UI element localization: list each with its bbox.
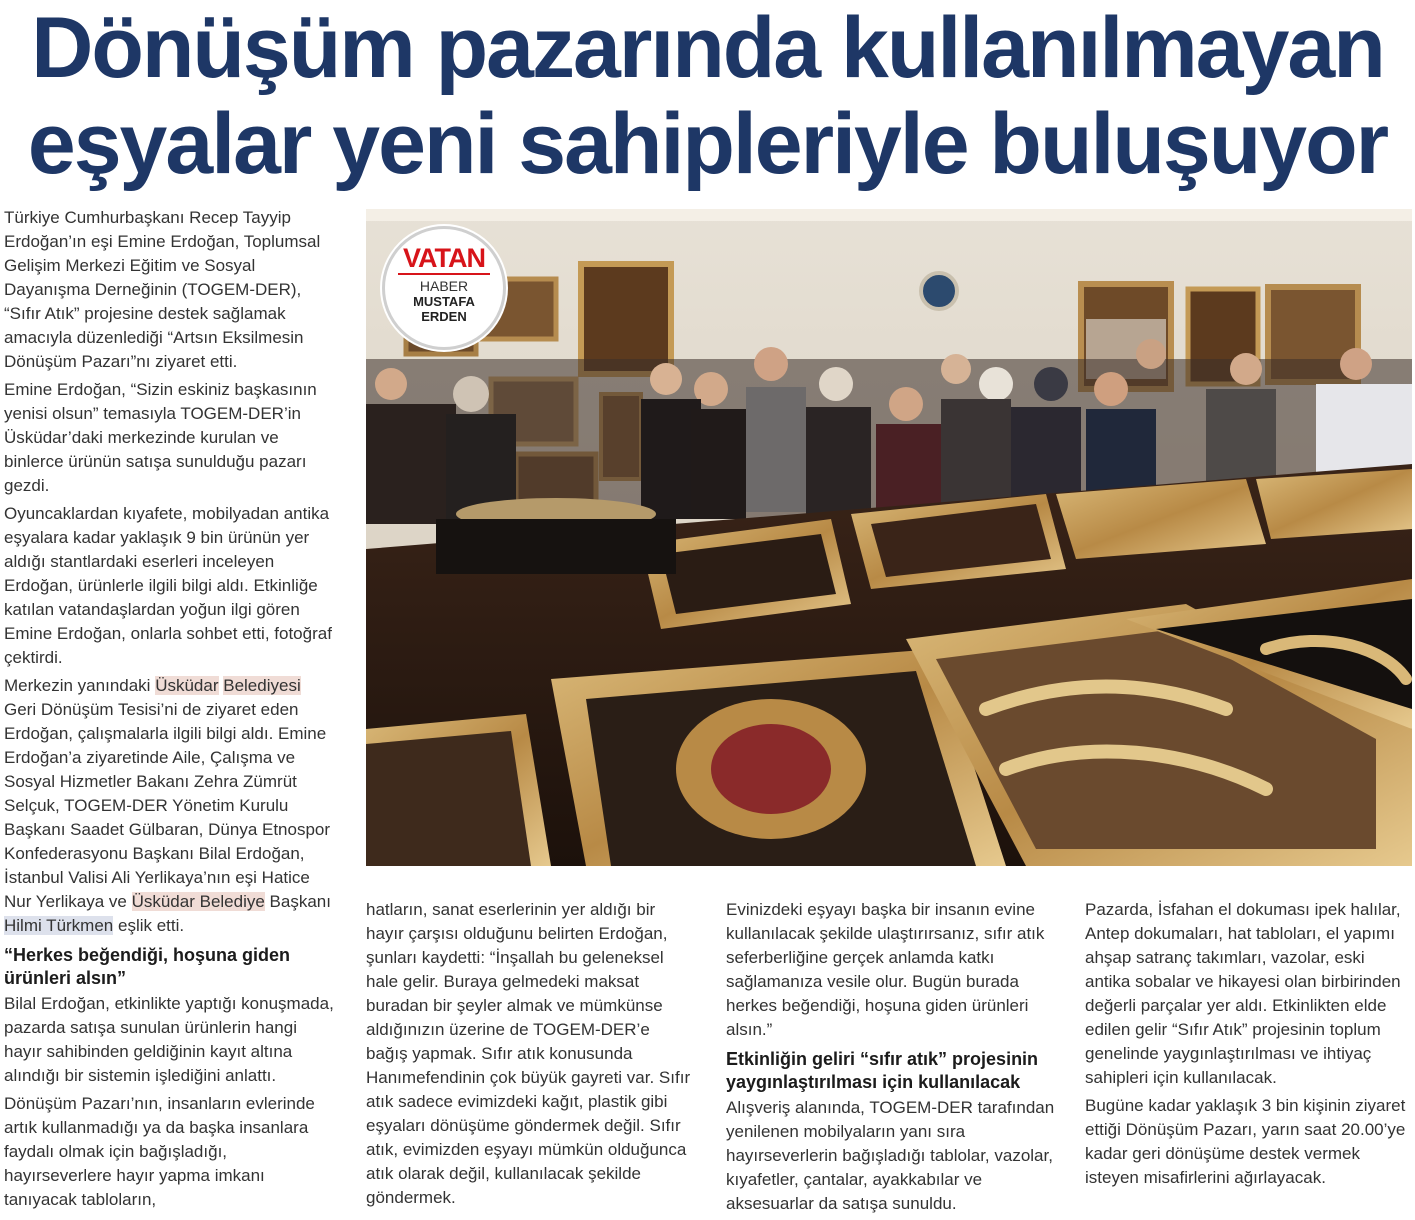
paragraph-11: Bugüne kadar yaklaşık 3 bin kişinin ziyaret ettiği Dönüşüm Pazarı, yarın saat 20.00’ye kadar geri dönüşüme destek vermek isteyen misafirlerini ağırlayacak. <box>1085 1096 1406 1187</box>
highlight-uskudar: Üsküdar <box>155 676 219 695</box>
paragraph-10: Pazarda, İsfahan el dokuması ipek halılar, Antep dokumaları, hat tabloları, el yapımı ahşap satranç takımları, vazolar, eski antika sobalar ve hikayesi olan birbirinden değerli parçalar yer aldı. Etkinlikten elde edilen gelir “Sıfır Atık” projesinin toplum genelinde yaygınlaştırılması ve ihtiyaç sahipleri için kullanılacak. <box>1085 900 1401 1087</box>
paragraph-4-text-d: eşlik etti. <box>113 916 185 935</box>
badge-label: HABER <box>419 278 469 294</box>
paragraph-4-text-c: Başkanı <box>264 892 331 911</box>
photo-exhibition-icon <box>366 209 1412 866</box>
article-column-4 <box>1085 898 1411 1194</box>
paragraph-7: hatların, sanat eserlerinin yer aldığı bir hayır çarşısı olduğunu belirten Erdoğan, şunları kaydetti: “İnşallah bu geleneksel hale gelir. Buraya gelmedeki maksat buradan bir şeyler almak ve mümkünse aldığınızın üzerine de TOGEM-DER’e bağış yapmak. Sıfır atık konusunda Hanımefendinin çok büyük gayreti var. Sıfır atık sadece evimizdeki kağıt, plastik gibi eşyaları dönüşüme göndermek değil. Sıfır atık, evimizden eşyayı mümkün olduğunca atık olarak değil, kullanılacak şekilde göndermek. <box>366 900 691 1207</box>
paragraph-3: Oyuncaklardan kıyafete, mobilyadan antika eşyalara kadar yaklaşık 9 bin ürünün yer aldığı stantlardaki eserleri inceleyen Erdoğan, ürünlerle ilgili bilgi aldı. Etkinliğe katılan vatandaşlardan yoğun ilgi gören Emine Erdoğan, onlarla sohbet etti, fotoğraf çektirdi. <box>4 504 332 667</box>
paragraph-4 <box>4 674 336 938</box>
paragraph-1: Türkiye Cumhurbaşkanı Recep Tayyip Erdoğan’ın eşi Emine Erdoğan, Toplumsal Gelişim Merkezi Eğitim ve Sosyal Dayanışma Derneğinin (TOGEM-DER), “Sıfır Atık” projesine destek sağlamak amacıyla düzenlediği “Artsın Eksilmesin Dönüşüm Pazarı”nı ziyaret etti. <box>4 208 321 371</box>
vatan-logo: VATAN <box>398 243 490 275</box>
article-photo <box>366 209 1412 866</box>
highlight-belediyesi: Belediyesi <box>223 676 301 695</box>
subheading-1: “Herkes beğendiği, hoşuna giden ürünleri alsın” <box>4 945 291 988</box>
subheading-2: Etkinliğin geliri “sıfır atık” projesinin yaygınlaştırılması için kullanılacak <box>726 1049 1039 1092</box>
paragraph-2: Emine Erdoğan, “Sizin eskiniz başkasının yenisi olsun” temasıyla TOGEM-DER’in Üsküdar’daki merkezinde kurulan ve binlerce ürünün satışa sunulduğu pazarı gezdi. <box>4 380 317 495</box>
headline <box>0 0 1415 200</box>
paragraph-6: Dönüşüm Pazarı’nın, insanların evlerinde artık kullanmadığı ya da başka insanlara faydalı olmak için bağışladığı, hayırseverlere hayır yapma imkanı tanıyacak tabloların, <box>4 1094 315 1209</box>
highlight-uskudar-belediye: Üsküdar Belediye <box>131 892 265 911</box>
article-column-1 <box>4 206 336 1216</box>
paragraph-5: Bilal Erdoğan, etkinlikte yaptığı konuşmada, pazarda satışa sunulan ürünlerin hangi hayır sahibinden geldiğinin kayıt altına alındığı bir sistemin işlediğini anlattı. <box>4 994 334 1085</box>
paragraph-4-text-a: Merkezin yanındaki <box>4 676 156 695</box>
badge-author-last: ERDEN <box>421 309 467 324</box>
article-column-3 <box>726 898 1056 1220</box>
highlight-hilmi-turkmen: Hilmi Türkmen <box>4 916 114 935</box>
paragraph-8: Evinizdeki eşyayı başka bir insanın evine kullanılacak şekilde ulaştırırsanız, sıfır atık seferberliğine gerçek anlamda katkı sağlamanıza vesile olur. Bugün burada herkes beğendiği, hoşuna giden ürünleri alsın.” <box>726 900 1045 1039</box>
paragraph-9: Alışveriş alanında, TOGEM-DER tarafından yenilenen mobilyaların yanı sıra hayırseverlerin bağışladığı tablolar, vazolar, kıyafetler, çantalar, ayakkabılar ve aksesuarlar da satışa sunuldu. <box>726 1098 1055 1213</box>
badge-author-first: MUSTAFA <box>413 294 475 309</box>
headline-line-1: Dönüşüm pazarında kullanılmayan <box>31 0 1384 96</box>
headline-line-2: eşyalar yeni sahipleriyle buluşuyor <box>27 96 1388 192</box>
paragraph-4-text-b: Geri Dönüşüm Tesisi’ni de ziyaret eden Erdoğan, çalışmalarla ilgili bilgi aldı. Emine Erdoğan’a ziyaretinde Aile, Çalışma ve Sosyal Hizmetler Bakanı Zehra Zümrüt Selçuk, TOGEM-DER Yönetim Kurulu Başkanı Saadet Gülbaran, Dünya Etnospor Konfederasyonu Başkanı Bilal Erdoğan, İstanbul Valisi Ali Yerlikaya’nın eşi Hatice Nur Yerlikaya ve <box>4 700 331 911</box>
vatan-badge <box>382 226 506 350</box>
article-column-2 <box>366 898 696 1214</box>
